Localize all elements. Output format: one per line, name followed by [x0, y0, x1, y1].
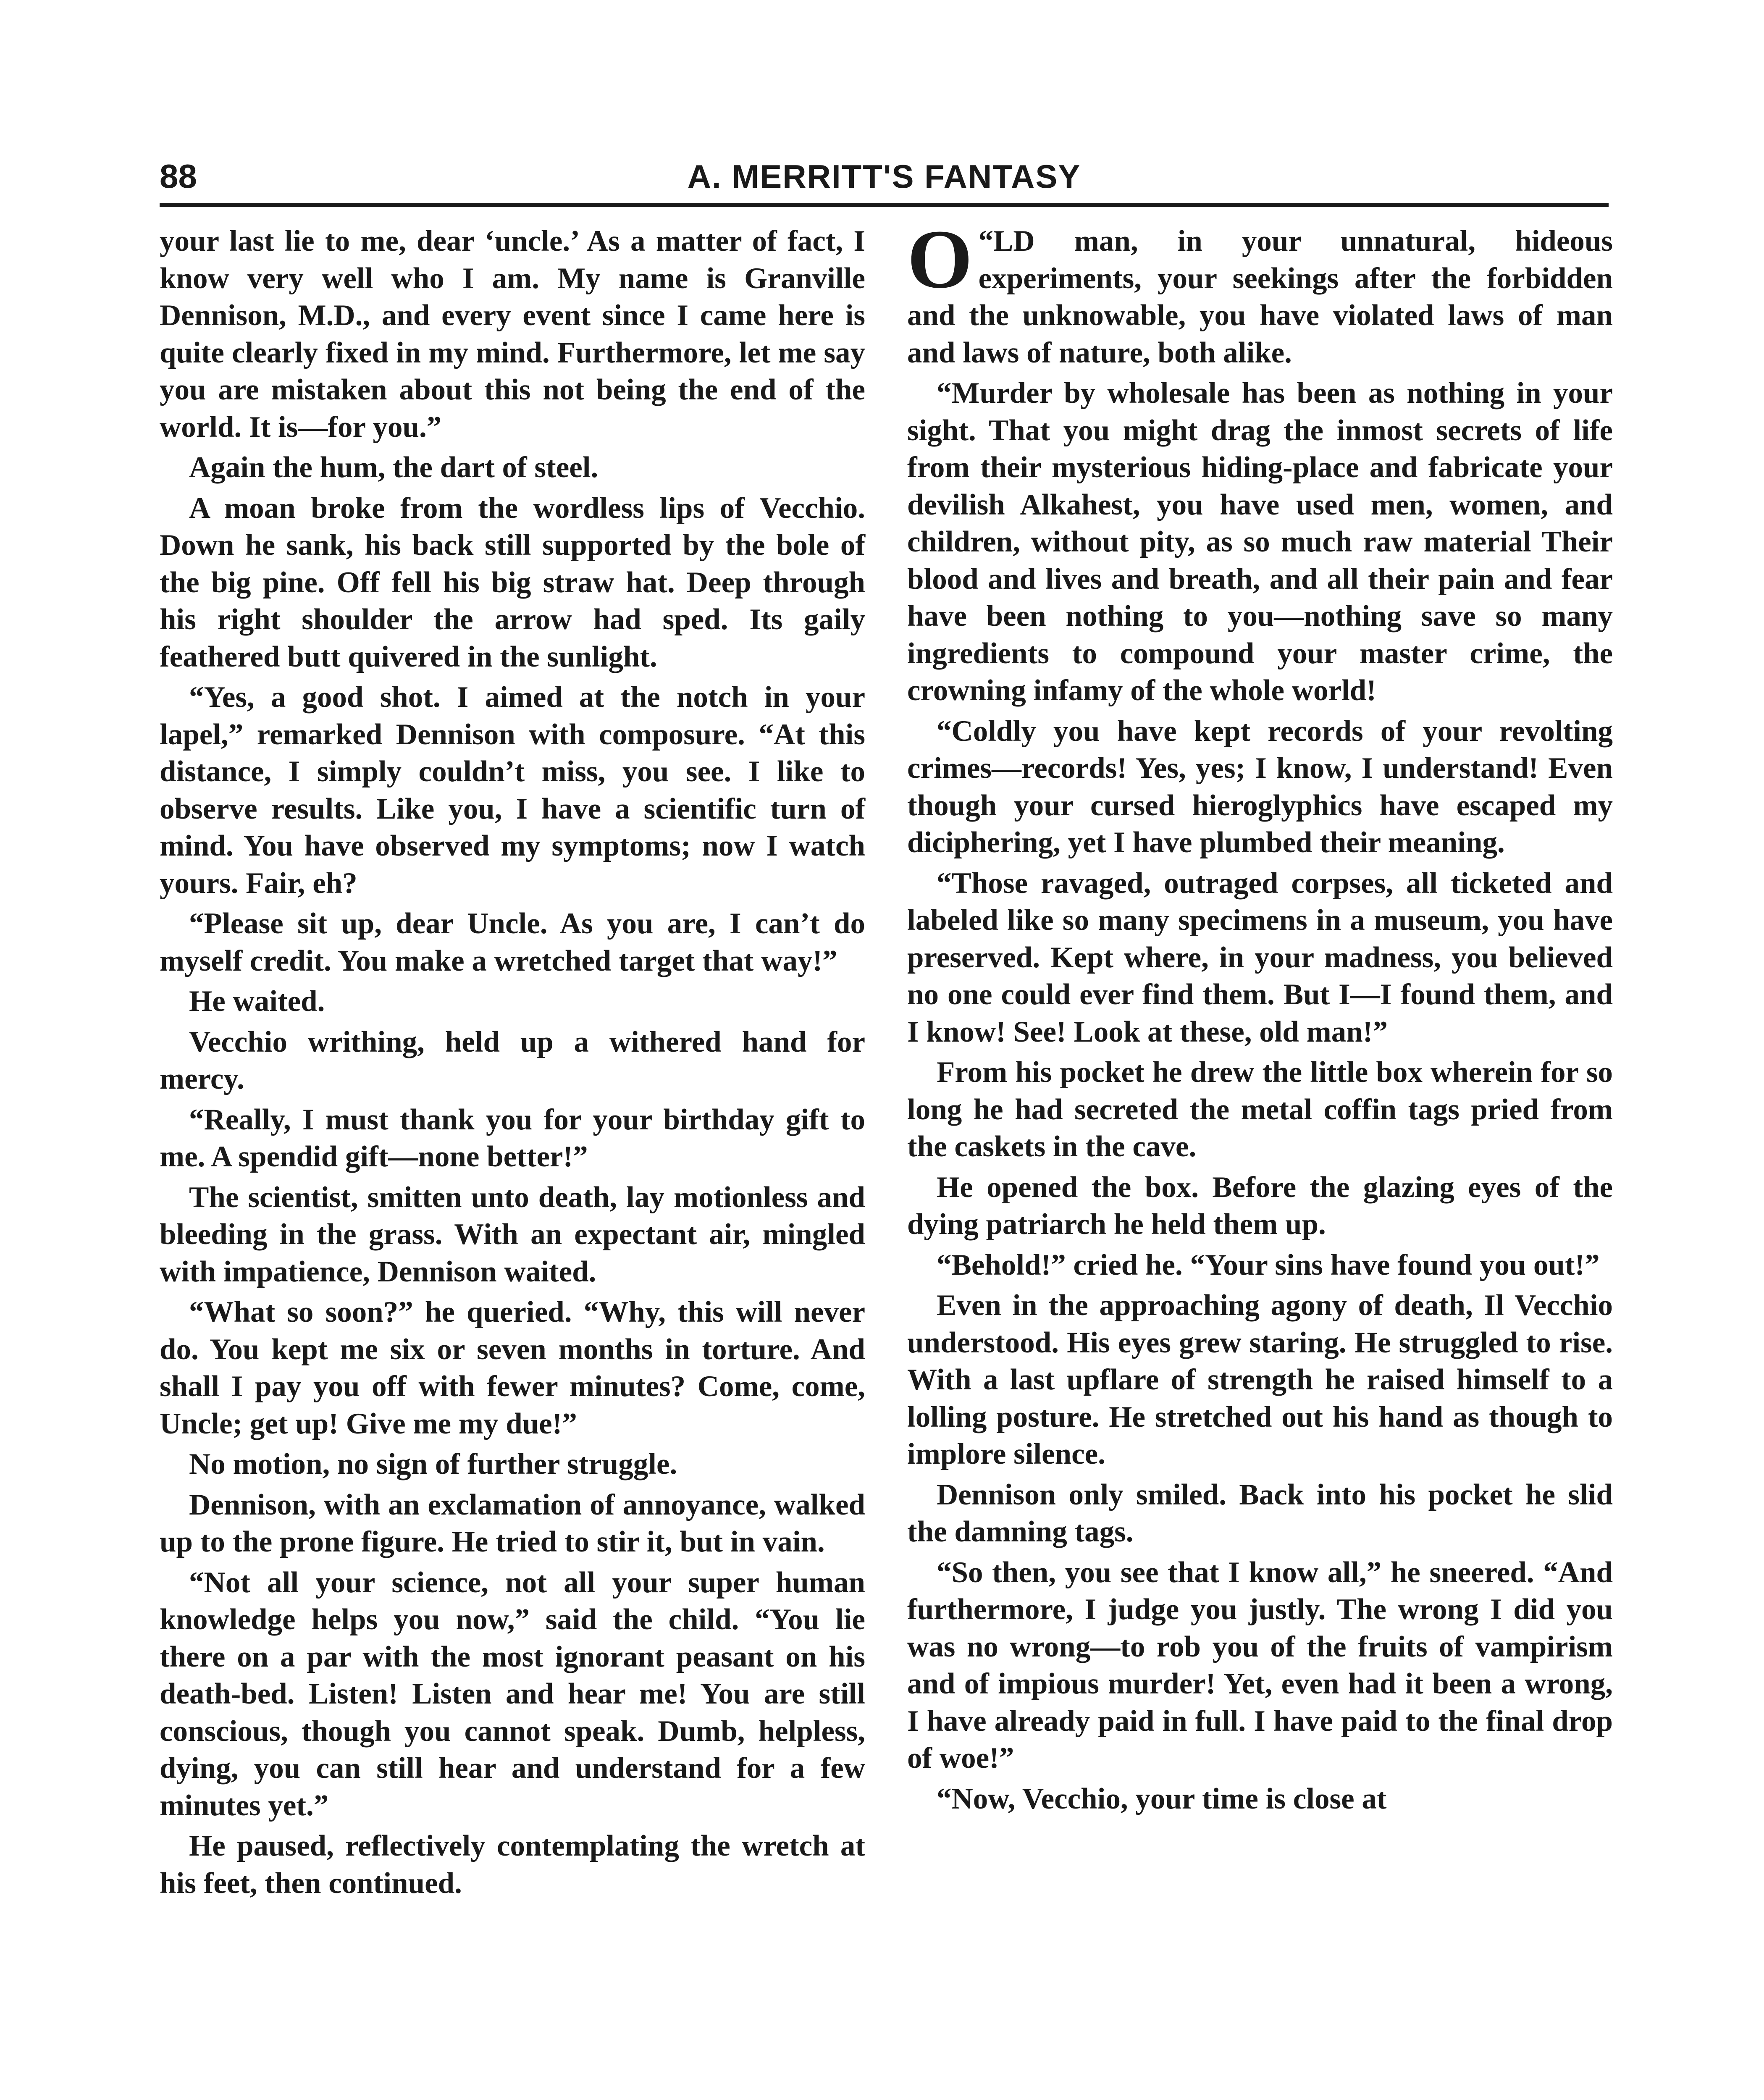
paragraph: “Please sit up, dear Uncle. As you are, I can’t do myself credit. You make a wretched target that way!” — [160, 907, 865, 977]
paragraph: “Yes, a good shot. I aimed at the notch in your lapel,” remarked Dennison with composure. “At this distance, I simply couldn’t miss, you see. I like to observe results. Like you, I have a scientific turn of mind. You have observed my symptoms; now I watch yours. Fair, eh? — [160, 681, 865, 900]
left-column — [160, 223, 865, 1905]
opening-paragraph — [907, 213, 1613, 371]
paragraph: The scientist, smitten unto death, lay motionless and bleeding in the grass. With an expectant air, mingled with impatience, Dennison waited. — [160, 1181, 865, 1288]
opening-quote: “ — [978, 225, 994, 257]
paragraph: He opened the box. Before the glazing eyes of the dying patriarch he held them up. — [907, 1171, 1613, 1241]
right-column — [907, 213, 1613, 1821]
paragraph: From his pocket he drew the little box wherein for so long he had secreted the metal coffin tags pried from the caskets in the cave. — [907, 1056, 1613, 1163]
paragraph: Even in the approaching agony of death, Il Vecchio understood. His eyes grew staring. He struggled to rise. With a last upflare of strength he raised himself to a lolling posture. He stretched out his hand as though to implore silence. — [907, 1289, 1613, 1470]
header-rule — [160, 203, 1609, 207]
paragraph: Dennison, with an exclamation of annoyance, walked up to the prone figure. He tried to stir it, but in vain. — [160, 1488, 865, 1558]
paragraph: No motion, no sign of further struggle. — [189, 1448, 677, 1480]
paragraph: “Not all your science, not all your super human knowledge helps you now,” said the child. “You lie there on a par with the most ignorant peasant on his death-bed. Listen! Listen and hear me! You are still conscious, though you cannot speak. Dumb, helpless, dying, you can still hear and understand for a few minutes yet.” — [160, 1566, 865, 1822]
paragraph: “Those ravaged, outraged corpses, all ticketed and labeled like so many specimens in a museum, you have preserved. Kept where, in your madness, you believed no one could ever find them. But I—I found them, and I know! See! Look at these, old man!” — [907, 866, 1613, 1048]
running-title: A. MERRITT'S FANTASY — [687, 158, 1081, 195]
page-header — [160, 155, 1609, 202]
paragraph: “Now, Vecchio, your time is close at — [937, 1782, 1387, 1815]
drop-cap-letter: O — [907, 213, 973, 306]
paragraph: “Really, I must thank you for your birthday gift to me. A spendid gift—none better!” — [160, 1103, 865, 1173]
paragraph: your last lie to me, dear ‘uncle.’ As a matter of fact, I know very well who I am. My name is Granville Dennison, M.D., and every event since I came here is quite clearly fixed in my mind. Furthermore, let me say you are mistaken about this not being the end of the world. It is—for you.” — [160, 225, 865, 444]
paragraph: “What so soon?” he queried. “Why, this will never do. You kept me six or seven months in torture. And shall I pay you off with fewer minutes? Come, come, Uncle; get up! Give me my due!” — [160, 1296, 865, 1440]
paragraph: “Coldly you have kept records of your revolting crimes—records! Yes, yes; I know, I understand! Even though your cursed hieroglyphics have escaped my diciphering, yet I have plumbed their meaning. — [907, 714, 1613, 859]
paragraph: He waited. — [189, 985, 325, 1018]
paragraph: Again the hum, the dart of steel. — [189, 451, 598, 484]
paragraph: Vecchio writhing, held up a withered hand for mercy. — [160, 1025, 865, 1095]
opening-text: LD man, in your unnatural, hideous experiments, your seekings after the forbidden and the unknowable, you have violated laws of man and laws of nature, both alike. — [907, 225, 1613, 369]
paragraph: “Behold!” cried he. “Your sins have found you out!” — [937, 1248, 1600, 1281]
paragraph: A moan broke from the wordless lips of Vecchio. Down he sank, his back still supported by the bole of the big pine. Off fell his big straw hat. Deep through his right shoulder the arrow had sped. Its gaily feathered butt quivered in the sunlight. — [160, 491, 865, 673]
paragraph: He paused, reflectively contemplating the wretch at his feet, then continued. — [160, 1830, 865, 1900]
paragraph: Dennison only smiled. Back into his pocket he slid the damning tags. — [907, 1478, 1613, 1548]
paragraph: “Murder by wholesale has been as nothing in your sight. That you might drag the inmost secrets of life from their mysterious hiding-place and fabricate your devilish Alkahest, you have used men, women, and children, without pity, as so much raw material Their blood and lives and breath, and all their pain and fear have been nothing to you—nothing save so many ingredients to compound your master crime, the crowning infamy of the whole world! — [907, 377, 1613, 707]
page-number: 88 — [160, 158, 197, 195]
paragraph: “So then, you see that I know all,” he sneered. “And furthermore, I judge you justly. The wrong I did you was no wrong—to rob you of the fruits of vampirism and of impious murder! Yet, even had it been a wrong, I have already paid in full. I have paid to the final drop of woe!” — [907, 1556, 1613, 1774]
